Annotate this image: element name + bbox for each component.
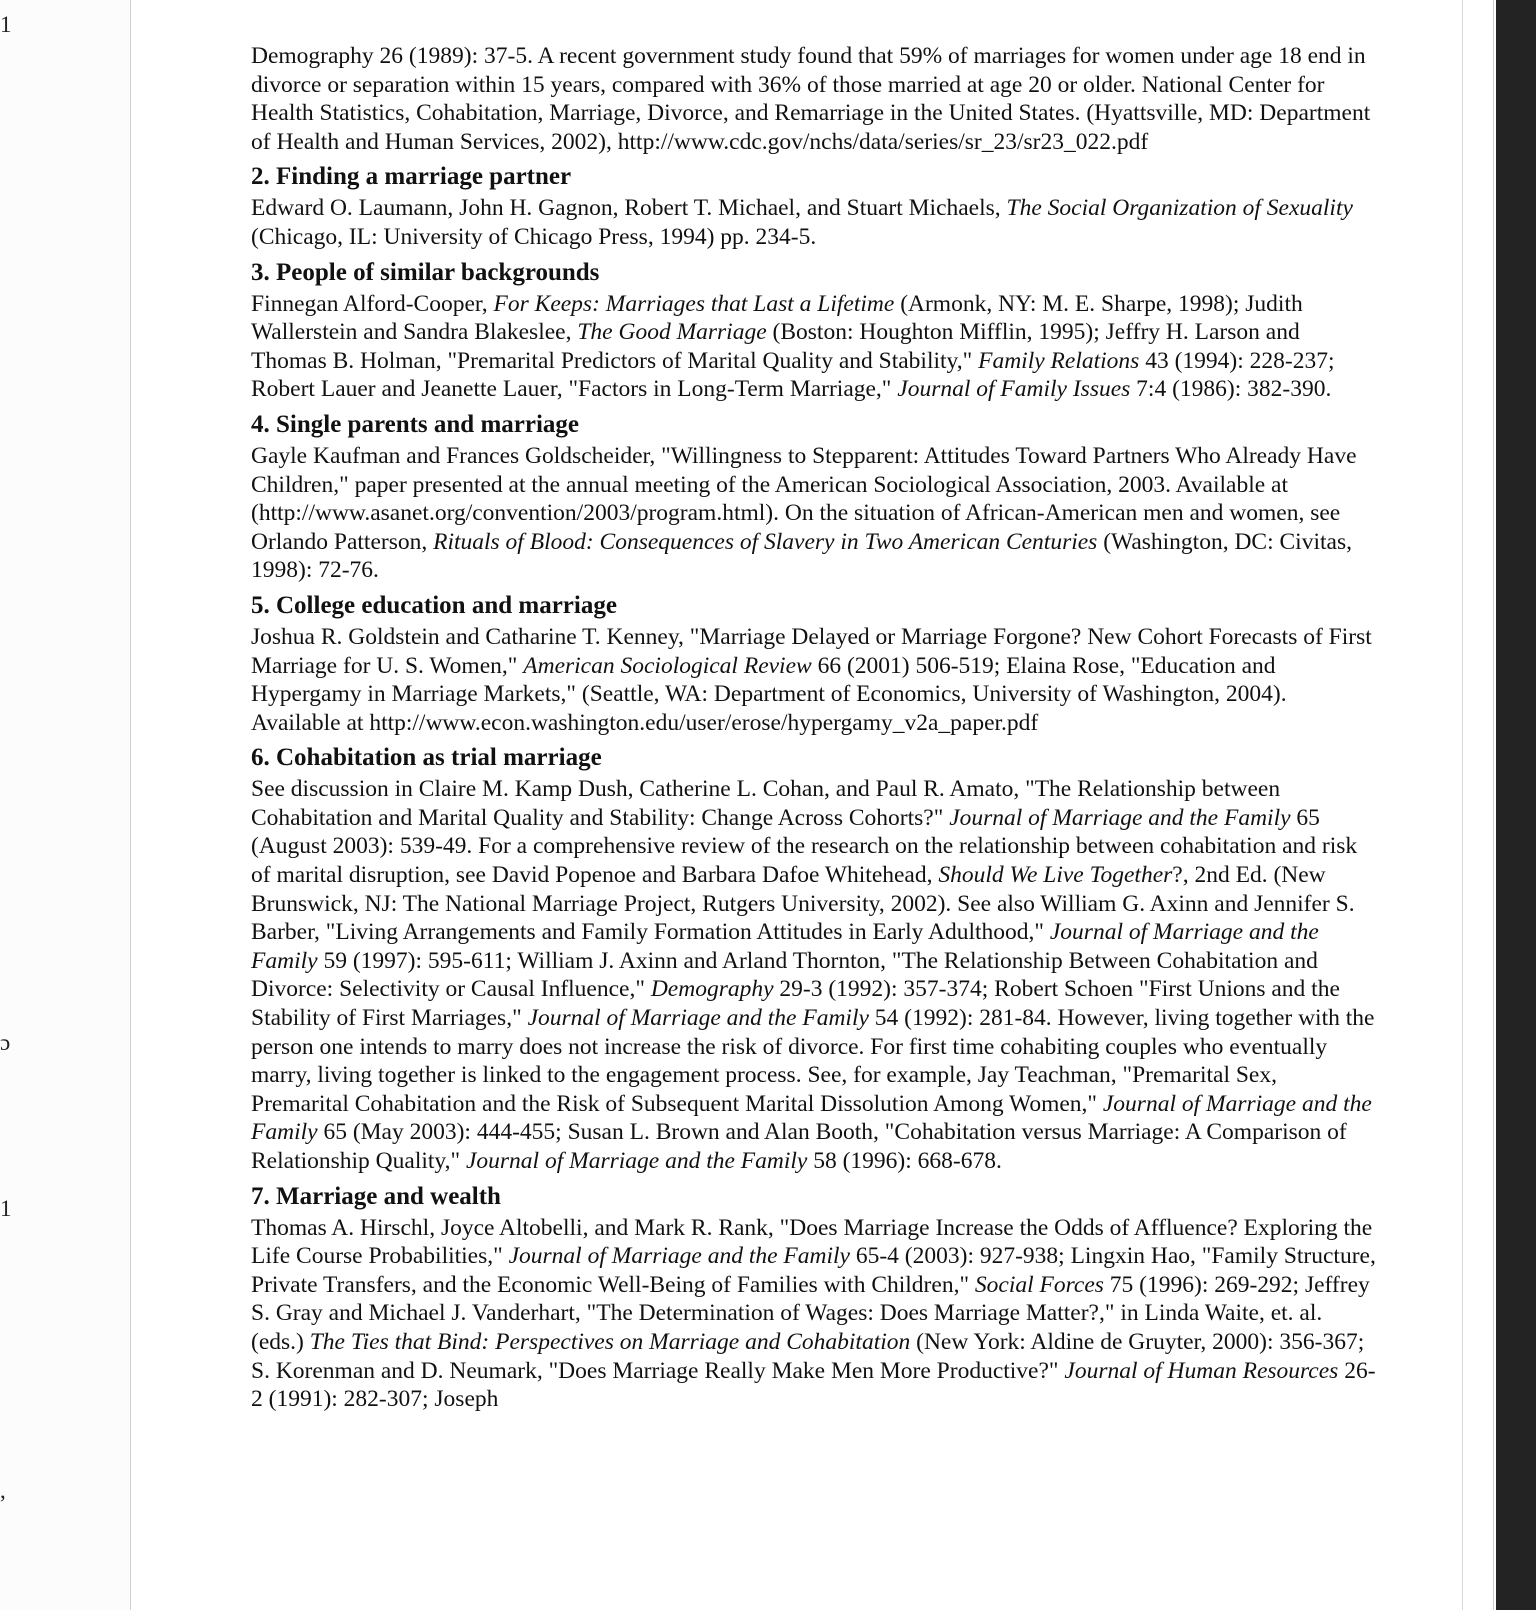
note-section: [251, 162, 1377, 251]
citation-title: Journal of Marriage and the Family: [251, 1090, 1372, 1146]
citation-title: Journal of Human Resources: [1064, 1357, 1339, 1384]
citation-text: Gayle Kaufman and Frances Goldscheider, "Willingness to Stepparent: Attitudes Toward Partners Who Already Have Children," paper presented at the annual meeting of the American Sociological Association, 2003. Available at (http://www.asanet.org/convention/2003/program.html). On the situation of African-American men and women, see Orlando Patterson,: [251, 442, 1357, 555]
margin-mark: 1: [0, 1196, 12, 1221]
citation-text: 75 (1996): 269-292; Jeffrey S. Gray and Michael J. Vanderhart, "The Determination of Wages: Does Marriage Matter?," in Linda Waite, et. al. (eds.): [251, 1271, 1370, 1355]
section-body: [251, 775, 1377, 1175]
citation-text: Thomas A. Hirschl, Joyce Altobelli, and Mark R. Rank, "Does Marriage Increase the Odds of Affluence? Exploring the Life Course Probabilities,": [251, 1214, 1373, 1270]
intro-paragraph: Demography 26 (1989): 37-5. A recent government study found that 59% of marriages for women under age 18 end in divorce or separation within 15 years, compared with 36% of those married at age 20 or older. National Center for Health Statistics, Cohabitation, Marriage, Divorce, and Remarriage in the United States. (Hyattsville, MD: Department of Health and Human Services, 2002), http://www.cdc.gov/nchs/data/series/sr_23/sr23_022.pdf: [251, 43, 1371, 155]
section-body: [251, 1214, 1377, 1414]
citation-title: Family Relations: [978, 347, 1140, 374]
note-section: [251, 743, 1377, 1175]
citation-text: 43 (1994): 228-237; Robert Lauer and Jeanette Lauer, "Factors in Long-Term Marriage,": [251, 347, 1335, 403]
citation-text: 54 (1992): 281-84. However, living together with the person one intends to marry does not increase the risk of divorce. For first time cohabiting couples who eventually marry, living together is linked to the engagement process. See, for example, Jay Teachman, "Premarital Sex, Premarital Cohabitation and the Risk of Subsequent Marital Dissolution Among Women,": [251, 1005, 1375, 1117]
citation-title: Journal of Marriage and the Family: [251, 919, 1319, 974]
citation-text: Joshua R. Goldstein and Catharine T. Kenney, "Marriage Delayed or Marriage Forgone? New Cohort Forecasts of First Marriage for U. S. Women,": [251, 623, 1372, 679]
citation-text: Edward O. Laumann, John H. Gagnon, Robert T. Michael, and Stuart Michaels,: [251, 195, 1007, 222]
citation-title: Should We Live Together: [938, 862, 1173, 889]
citation-text: 65-4 (2003): 927-938; Lingxin Hao, "Family Structure, Private Transfers, and the Economic Well-Being of Families with Children,": [251, 1243, 1376, 1298]
page-right-border-outer: [1493, 0, 1494, 1610]
citation-title: Journal of Marriage and the Family: [949, 804, 1291, 831]
section-body: [251, 623, 1377, 737]
citation-text: (Washington, DC: Civitas, 1998): 72-76.: [251, 528, 1352, 584]
section-body: [251, 194, 1377, 251]
section-heading: 4. Single parents and marriage: [251, 410, 580, 438]
section-body: [251, 290, 1377, 404]
citation-text: (New York: Aldine de Gruyter, 2000): 356-367; S. Korenman and D. Neumark, "Does Marriage Really Make Men More Productive?": [251, 1328, 1365, 1384]
citation-title: The Ties that Bind: Perspectives on Marriage and Cohabitation: [309, 1328, 911, 1355]
citation-title: American Sociological Review: [523, 652, 812, 679]
margin-mark: ,: [0, 1478, 6, 1503]
dark-scroll-edge[interactable]: [1496, 0, 1536, 1610]
citation-text: 59 (1997): 595-611; William J. Axinn and Arland Thornton, "The Relationship Between Cohabitation and Divorce: Selectivity or Causal Influence,": [251, 947, 1318, 1003]
citation-text: 29-3 (1992): 357-374; Robert Schoen "First Unions and the Stability of First Marriages,": [251, 976, 1340, 1032]
document-page: [251, 42, 1377, 1414]
citation-text: 65 (May 2003): 444-455; Susan L. Brown and Alan Booth, "Cohabitation versus Marriage: A Comparison of Relationship Quality,": [251, 1119, 1347, 1174]
sections-list: [251, 162, 1377, 1413]
margin-mark: 1: [0, 12, 12, 37]
section-body: [251, 442, 1377, 585]
citation-text: 58 (1996): 668-678.: [807, 1148, 1002, 1174]
citation-title: Journal of Family Issues: [897, 376, 1131, 403]
left-margin-strip: [0, 0, 131, 1610]
citation-title: Journal of Marriage and the Family: [465, 1148, 808, 1174]
citation-text: 66 (2001) 506-519; Elaina Rose, "Education and Hypergamy in Marriage Markets," (Seattle, WA: Department of Economics, University of Washington, 2004). Available at http://www.econ.washington.edu/user/erose/hypergamy_v2a_paper.pdf: [251, 652, 1287, 736]
citation-text: ?, 2nd Ed. (New Brunswick, NJ: The National Marriage Project, Rutgers University, 2002). See also William G. Axinn and Jennifer S. Barber, "Living Arrangements and Family Formation Attitudes in Early Adulthood,": [251, 862, 1355, 946]
citation-title: Social Forces: [974, 1271, 1104, 1298]
citation-text: (Boston: Houghton Mifflin, 1995); Jeffry H. Larson and Thomas B. Holman, "Premarital Predictors of Marital Quality and Stability,": [251, 319, 1300, 374]
note-section: [251, 591, 1377, 737]
citation-title: The Social Organization of Sexuality: [1006, 195, 1353, 222]
page-right-border: [1462, 0, 1463, 1610]
note-section: [251, 410, 1377, 585]
citation-text: 7:4 (1986): 382-390.: [1130, 376, 1332, 403]
note-section: [251, 1182, 1377, 1414]
section-heading: 7. Marriage and wealth: [251, 1182, 501, 1210]
citation-title: Rituals of Blood: Consequences of Slavery in Two American Centuries: [433, 528, 1098, 555]
section-heading: 6. Cohabitation as trial marriage: [251, 744, 602, 772]
margin-mark: ɔ: [0, 1030, 11, 1055]
citation-text: 26-2 (1991): 282-307; Joseph: [251, 1357, 1376, 1413]
section-heading: 5. College education and marriage: [251, 591, 617, 619]
note-section: [251, 258, 1377, 404]
citation-title: Demography: [650, 976, 774, 1003]
citation-text: 65 (August 2003): 539-49. For a comprehensive review of the research on the relationship between cohabitation and risk of marital disruption, see David Popenoe and Barbara Dafoe Whitehead,: [251, 804, 1358, 889]
citation-title: The Good Marriage: [577, 319, 767, 346]
citation-text: Finnegan Alford-Cooper,: [251, 290, 494, 317]
section-heading: 3. People of similar backgrounds: [251, 258, 600, 286]
citation-text: (Chicago, IL: University of Chicago Press, 1994) pp. 234-5.: [251, 223, 817, 250]
citation-title: Journal of Marriage and the Family: [508, 1243, 850, 1270]
citation-title: For Keeps: Marriages that Last a Lifetime: [493, 290, 895, 317]
citation-title: Journal of Marriage and the Family: [527, 1005, 869, 1032]
citation-text: (Armonk, NY: M. E. Sharpe, 1998); Judith Wallerstein and Sandra Blakeslee,: [251, 290, 1303, 346]
section-heading: 2. Finding a marriage partner: [251, 163, 572, 191]
citation-text: See discussion in Claire M. Kamp Dush, Catherine L. Cohan, and Paul R. Amato, "The Relationship between Cohabitation and Marital Quality and Stability: Change Across Cohorts?": [251, 776, 1281, 831]
